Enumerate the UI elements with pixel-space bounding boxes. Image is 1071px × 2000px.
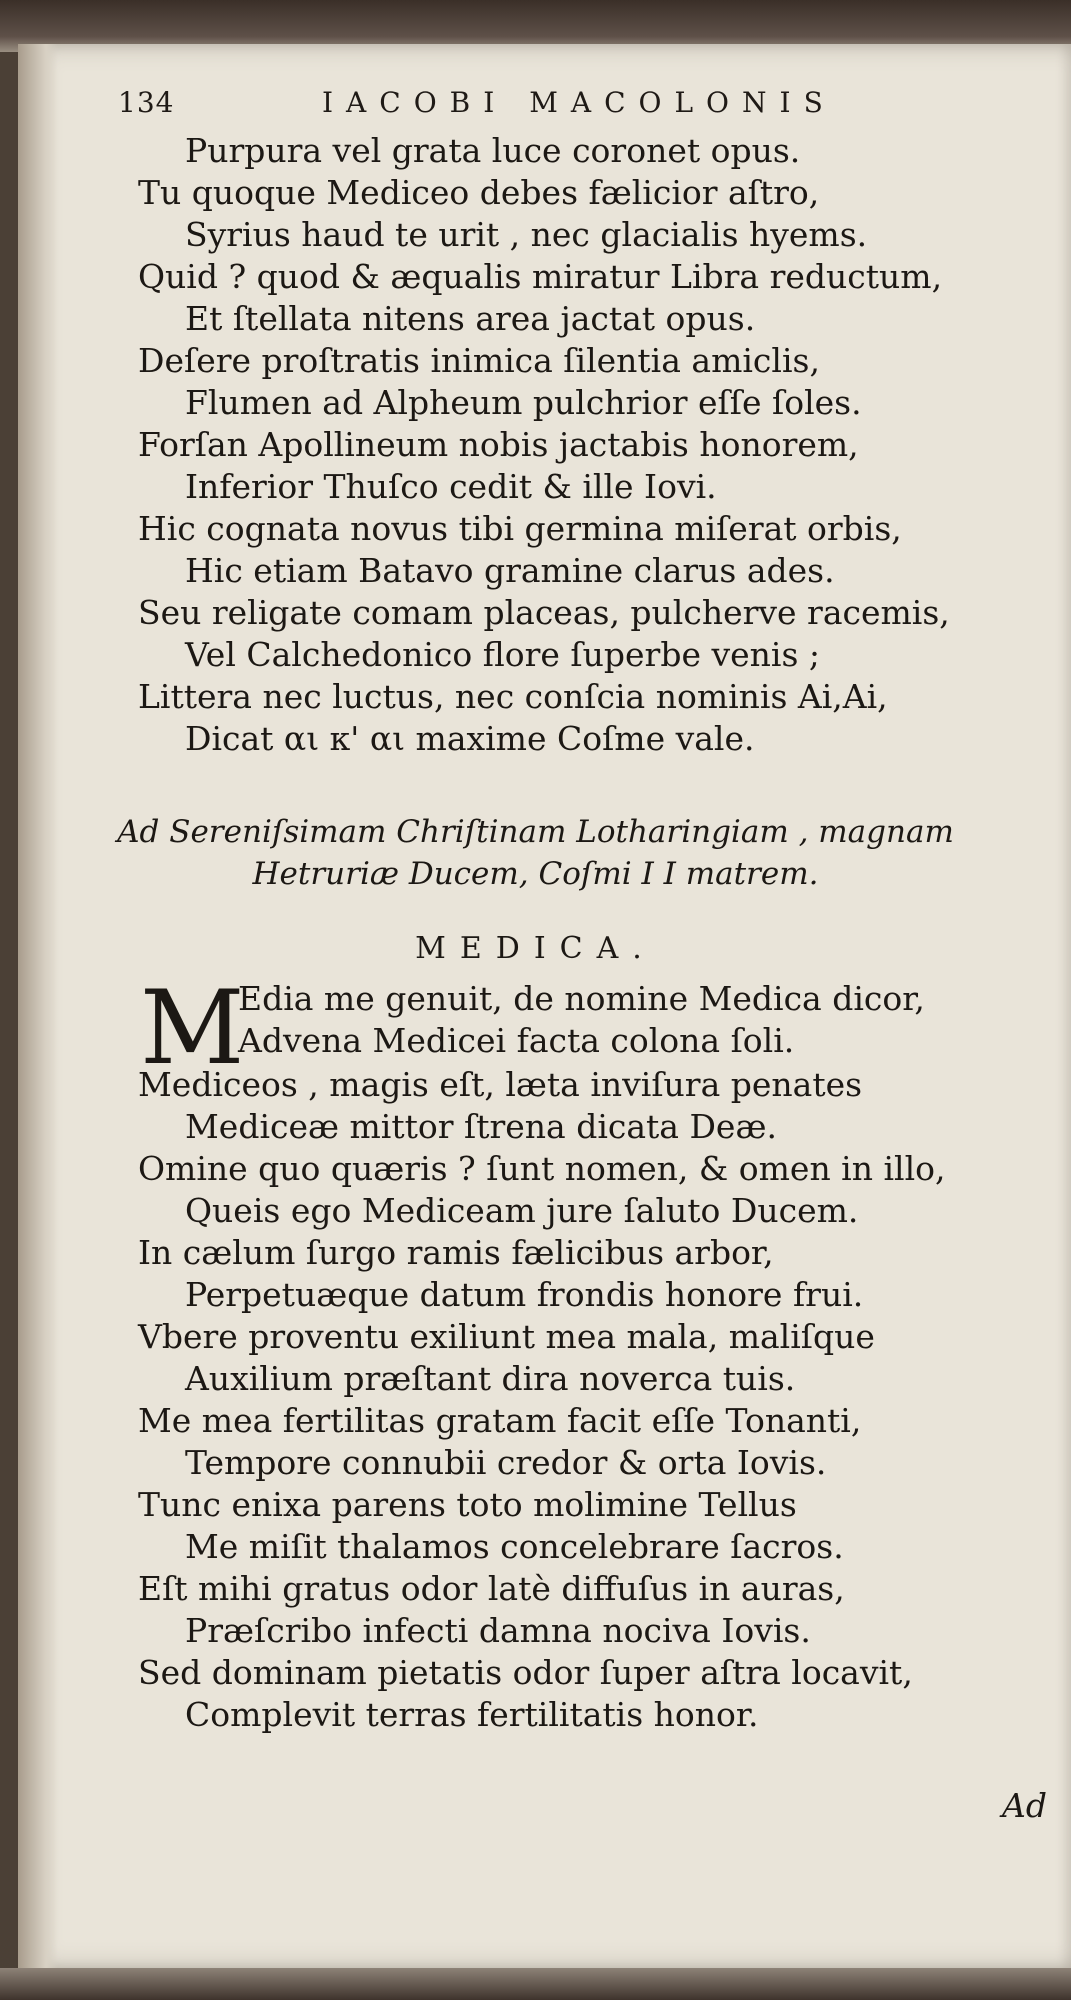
poem-title: MEDICA. — [415, 931, 656, 966]
verse-line: Advena Medicei facta colona ſoli. — [238, 1021, 795, 1060]
verse-line: Me mea fertilitas gratam facit eſſe Tonanti, — [138, 1401, 862, 1440]
verse-line: Dicat αι κ' αι maxime Coſme vale. — [185, 719, 755, 758]
dedication-heading-line-1: Ad Sereniſsimam Chriſtinam Lotharingiam , magnam — [117, 814, 954, 850]
verse-line: Quid ? quod & æqualis miratur Libra reductum, — [138, 257, 943, 296]
dedication-heading-line-2: Hetruriæ Ducem, Coſmi I I matrem. — [252, 856, 819, 892]
verse-line: Tempore connubii credor & orta Iovis. — [185, 1443, 827, 1482]
verse-line: Syrius haud te urit , nec glacialis hyems. — [185, 215, 868, 254]
verse-line: Inferior Thuſco cedit & ille Iovi. — [185, 467, 717, 506]
verse-line: Seu religate comam placeas, pulcherve racemis, — [138, 593, 950, 632]
verse-line: Flumen ad Alpheum pulchrior eſſe ſoles. — [185, 383, 862, 422]
verse-line: Omine quo quæris ? ſunt nomen, & omen in illo, — [138, 1149, 946, 1188]
verse-line: Mediceæ mittor ſtrena dicata Deæ. — [185, 1107, 777, 1146]
verse-line: Vbere proventu exiliunt mea mala, maliſque — [138, 1317, 875, 1356]
verse-line: Perpetuæque datum frondis honore frui. — [185, 1275, 864, 1314]
page-number: 134 — [118, 86, 175, 119]
verse-line: Hic etiam Batavo gramine clarus ades. — [185, 551, 835, 590]
verse-line: Mediceos , magis eſt, læta inviſura penates — [138, 1065, 863, 1104]
drop-capital: M — [140, 969, 245, 1088]
verse-line: Hic cognata novus tibi germina miſerat orbis, — [138, 509, 902, 548]
verse-line: Eſt mihi gratus odor latè diffuſus in auras, — [138, 1569, 845, 1608]
page-gutter-shadow — [18, 44, 58, 1969]
verse-line: Deſere proſtratis inimica ſilentia amiclis, — [138, 341, 820, 380]
verse-line: Tunc enixa parens toto molimine Tellus — [138, 1485, 797, 1524]
running-title: IACOBI MACOLONIS — [322, 86, 836, 119]
verse-line: Sed dominam pietatis odor ſuper aſtra locavit, — [138, 1653, 913, 1692]
verse-line: Vel Calchedonico flore ſuperbe venis ; — [185, 635, 820, 674]
book-bottom-edge — [0, 1968, 1071, 2000]
verse-line: Præſcribo infecti damna nociva Iovis. — [185, 1611, 811, 1650]
verse-line: Purpura vel grata luce coronet opus. — [185, 131, 801, 170]
catchword: Ad — [1002, 1786, 1047, 1825]
verse-line: Complevit terras fertilitatis honor. — [185, 1695, 759, 1734]
verse-line: Edia me genuit, de nomine Medica dicor, — [238, 979, 925, 1018]
verse-line: Et ſtellata nitens area jactat opus. — [185, 299, 756, 338]
verse-line: Tu quoque Mediceo debes fælicior aſtro, — [138, 173, 820, 212]
verse-line: Forſan Apollineum nobis jactabis honorem, — [138, 425, 859, 464]
verse-line: Littera nec luctus, nec conſcia nominis Ai,Ai, — [138, 677, 888, 716]
running-head — [118, 86, 918, 126]
verse-line: Queis ego Mediceam jure ſaluto Ducem. — [185, 1191, 859, 1230]
verse-line: Me miſit thalamos concelebrare ſacros. — [185, 1527, 844, 1566]
verse-line: In cælum ſurgo ramis fælicibus arbor, — [138, 1233, 774, 1272]
verse-line: Auxilium præſtant dira noverca tuis. — [185, 1359, 796, 1398]
